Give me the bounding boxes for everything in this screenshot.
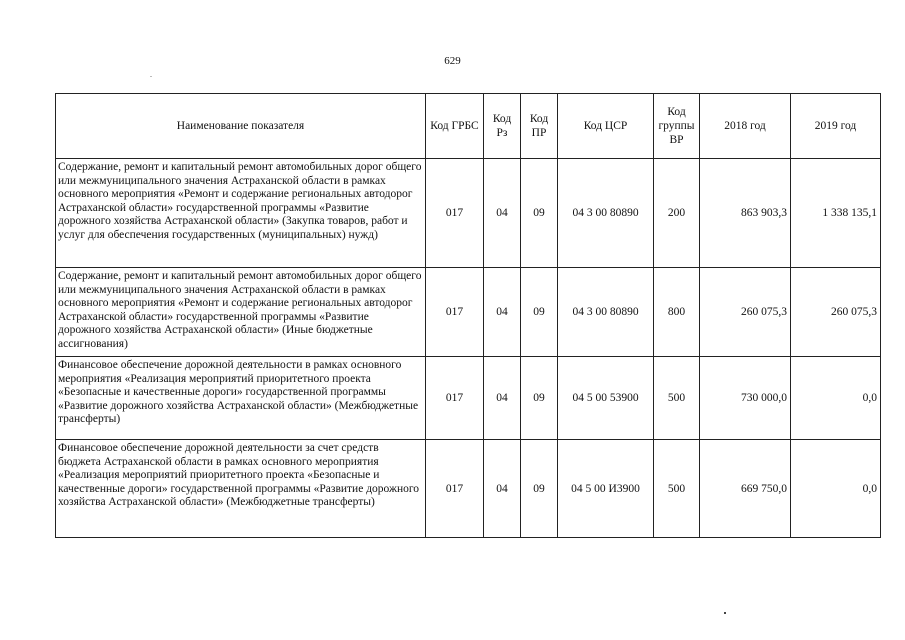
page-number: 629: [444, 55, 461, 67]
budget-table: [55, 93, 881, 538]
row-name: Содержание, ремонт и капитальный ремонт автомобильных дорог общего или межмуниципального значения Астраханской области в рамках основного мероприятия «Ремонт и содержание региональных автодорог Астраханской области» государственной программы «Развитие дорожного хозяйства Астраханской области» (Закупка товаров, работ и услуг для обеспечения государственных (муниципальных) нужд): [56, 159, 426, 268]
header-2018: 2018 год: [700, 94, 791, 159]
table-row: [56, 268, 881, 357]
header-rz: Код Рз: [484, 94, 521, 159]
header-vr: Код группы ВР: [654, 94, 700, 159]
row-name: Финансовое обеспечение дорожной деятельности в рамках основного мероприятия «Реализация мероприятий приоритетного проекта «Безопасные и качественные дороги» государственной программы «Развитие дорожного хозяйства Астраханской области» (Межбюджетные трансферты): [56, 357, 426, 440]
header-2019: 2019 год: [791, 94, 881, 159]
row-2019: 0,0: [791, 440, 881, 538]
scan-speck: [150, 76, 152, 77]
row-rz: 04: [484, 357, 521, 440]
row-2018: 669 750,0: [700, 440, 791, 538]
row-vr: 500: [654, 357, 700, 440]
row-2019: 0,0: [791, 357, 881, 440]
row-grbs: 017: [426, 268, 484, 357]
row-grbs: 017: [426, 159, 484, 268]
header-grbs: Код ГРБС: [426, 94, 484, 159]
row-grbs: 017: [426, 440, 484, 538]
row-csr: 04 5 00 53900: [558, 357, 654, 440]
row-pr: 09: [521, 159, 558, 268]
row-grbs: 017: [426, 357, 484, 440]
row-2018: 863 903,3: [700, 159, 791, 268]
row-vr: 500: [654, 440, 700, 538]
row-csr: 04 3 00 80890: [558, 159, 654, 268]
row-rz: 04: [484, 159, 521, 268]
row-vr: 200: [654, 159, 700, 268]
table-row: [56, 357, 881, 440]
row-rz: 04: [484, 268, 521, 357]
row-pr: 09: [521, 357, 558, 440]
row-csr: 04 5 00 И3900: [558, 440, 654, 538]
table-header-row: [56, 94, 881, 159]
row-csr: 04 3 00 80890: [558, 268, 654, 357]
row-2018: 730 000,0: [700, 357, 791, 440]
table-row: [56, 440, 881, 538]
row-pr: 09: [521, 268, 558, 357]
row-rz: 04: [484, 440, 521, 538]
row-name: Финансовое обеспечение дорожной деятельности за счет средств бюджета Астраханской области в рамках основного мероприятия «Реализация мероприятий приоритетного проекта «Безопасные и качественные дороги» государственной программы «Развитие дорожного хозяйства Астраханской области» (Межбюджетные трансферты): [56, 440, 426, 538]
scan-speck: [724, 612, 726, 614]
row-name: Содержание, ремонт и капитальный ремонт автомобильных дорог общего или межмуниципального значения Астраханской области в рамках основного мероприятия «Ремонт и содержание региональных автодорог Астраханской области» государственной программы «Развитие дорожного хозяйства Астраханской области» (Иные бюджетные ассигнования): [56, 268, 426, 357]
row-2018: 260 075,3: [700, 268, 791, 357]
header-pr: Код ПР: [521, 94, 558, 159]
header-csr: Код ЦСР: [558, 94, 654, 159]
row-2019: 1 338 135,1: [791, 159, 881, 268]
row-vr: 800: [654, 268, 700, 357]
row-2019: 260 075,3: [791, 268, 881, 357]
header-name: Наименование показателя: [56, 94, 426, 159]
table-row: [56, 159, 881, 268]
row-pr: 09: [521, 440, 558, 538]
